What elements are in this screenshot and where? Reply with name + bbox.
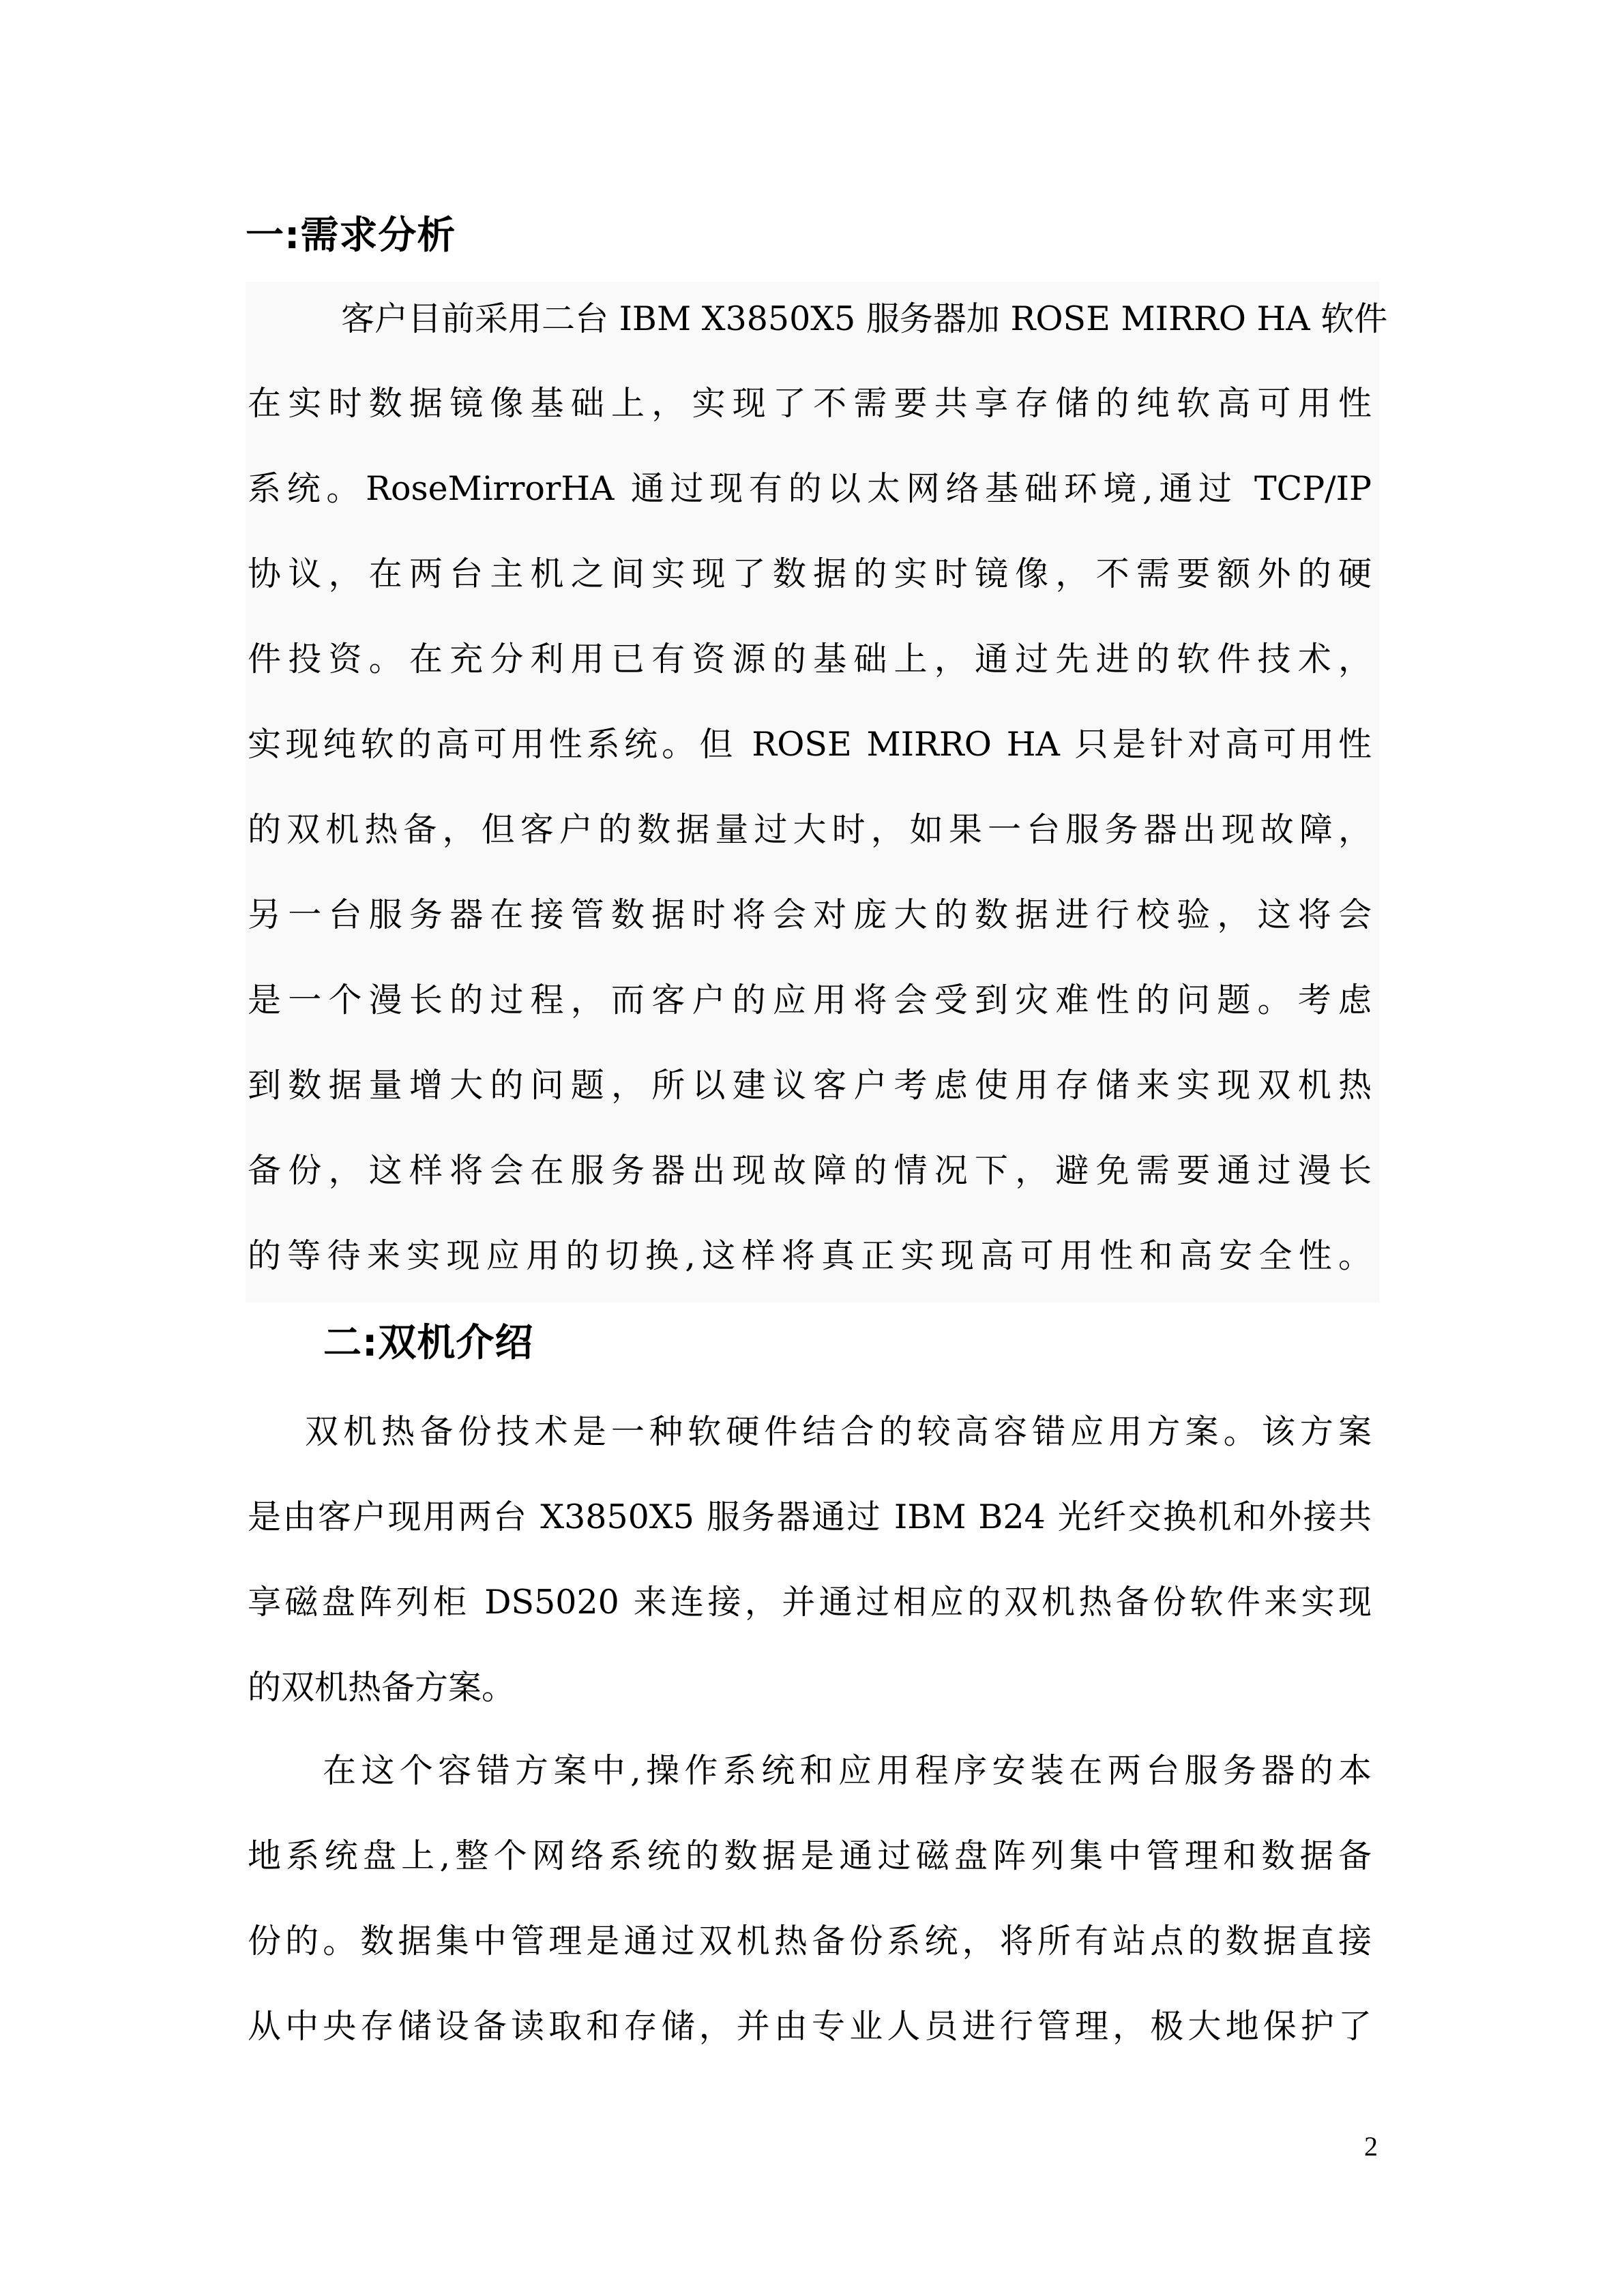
text-line: 的双机热备方案。 bbox=[248, 1668, 516, 1707]
page-number: 2 bbox=[1364, 2131, 1378, 2162]
text-line: 享磁盘阵列柜 DS5020 来连接，并通过相应的双机热备份软件来实现 bbox=[248, 1583, 1372, 1622]
text-line: 系统。RoseMirrorHA 通过现有的以太网络基础环境,通过 TCP/IP bbox=[248, 469, 1372, 508]
text-line: 协议，在两台主机之间实现了数据的实时镜像，不需要额外的硬 bbox=[248, 554, 1372, 593]
section-heading-dual-machine: 二:双机介绍 bbox=[323, 1321, 534, 1365]
text-line: 双机热备份技术是一种软硬件结合的较高容错应用方案。该方案 bbox=[305, 1412, 1372, 1451]
text-line: 件投资。在充分利用已有资源的基础上，通过先进的软件技术， bbox=[248, 640, 1372, 679]
text-line: 是一个漫长的过程，而客户的应用将会受到灾难性的问题。考虑 bbox=[248, 981, 1372, 1019]
text-line: 客户目前采用二台 IBM X3850X5 服务器加 ROSE MIRRO HA 软件 bbox=[341, 299, 1388, 338]
text-line: 实现纯软的高可用性系统。但 ROSE MIRRO HA 只是针对高可用性 bbox=[248, 725, 1372, 764]
text-line: 是由客户现用两台 X3850X5 服务器通过 IBM B24 光纤交换机和外接共 bbox=[248, 1497, 1372, 1536]
text-line: 备份，这样将会在服务器出现故障的情况下，避免需要通过漫长 bbox=[248, 1151, 1372, 1190]
text-line: 份的。数据集中管理是通过双机热备份系统，将所有站点的数据直接 bbox=[248, 1922, 1372, 1960]
text-line: 到数据量增大的问题，所以建议客户考虑使用存储来实现双机热 bbox=[248, 1066, 1372, 1105]
text-line: 在这个容错方案中,操作系统和应用程序安装在两台服务器的本 bbox=[323, 1751, 1372, 1790]
text-line: 的等待来实现应用的切换,这样将真正实现高可用性和高安全性。 bbox=[248, 1236, 1372, 1275]
text-line: 另一台服务器在接管数据时将会对庞大的数据进行校验，这将会 bbox=[248, 895, 1372, 934]
text-line: 在实时数据镜像基础上，实现了不需要共享存储的纯软高可用性 bbox=[248, 384, 1372, 423]
section-heading-requirements: 一:需求分析 bbox=[246, 213, 456, 258]
text-line: 地系统盘上,整个网络系统的数据是通过磁盘阵列集中管理和数据备 bbox=[248, 1836, 1372, 1875]
text-line: 从中央存储设备读取和存储，并由专业人员进行管理，极大地保护了 bbox=[248, 2007, 1372, 2046]
text-line: 的双机热备，但客户的数据量过大时，如果一台服务器出现故障， bbox=[248, 810, 1372, 849]
